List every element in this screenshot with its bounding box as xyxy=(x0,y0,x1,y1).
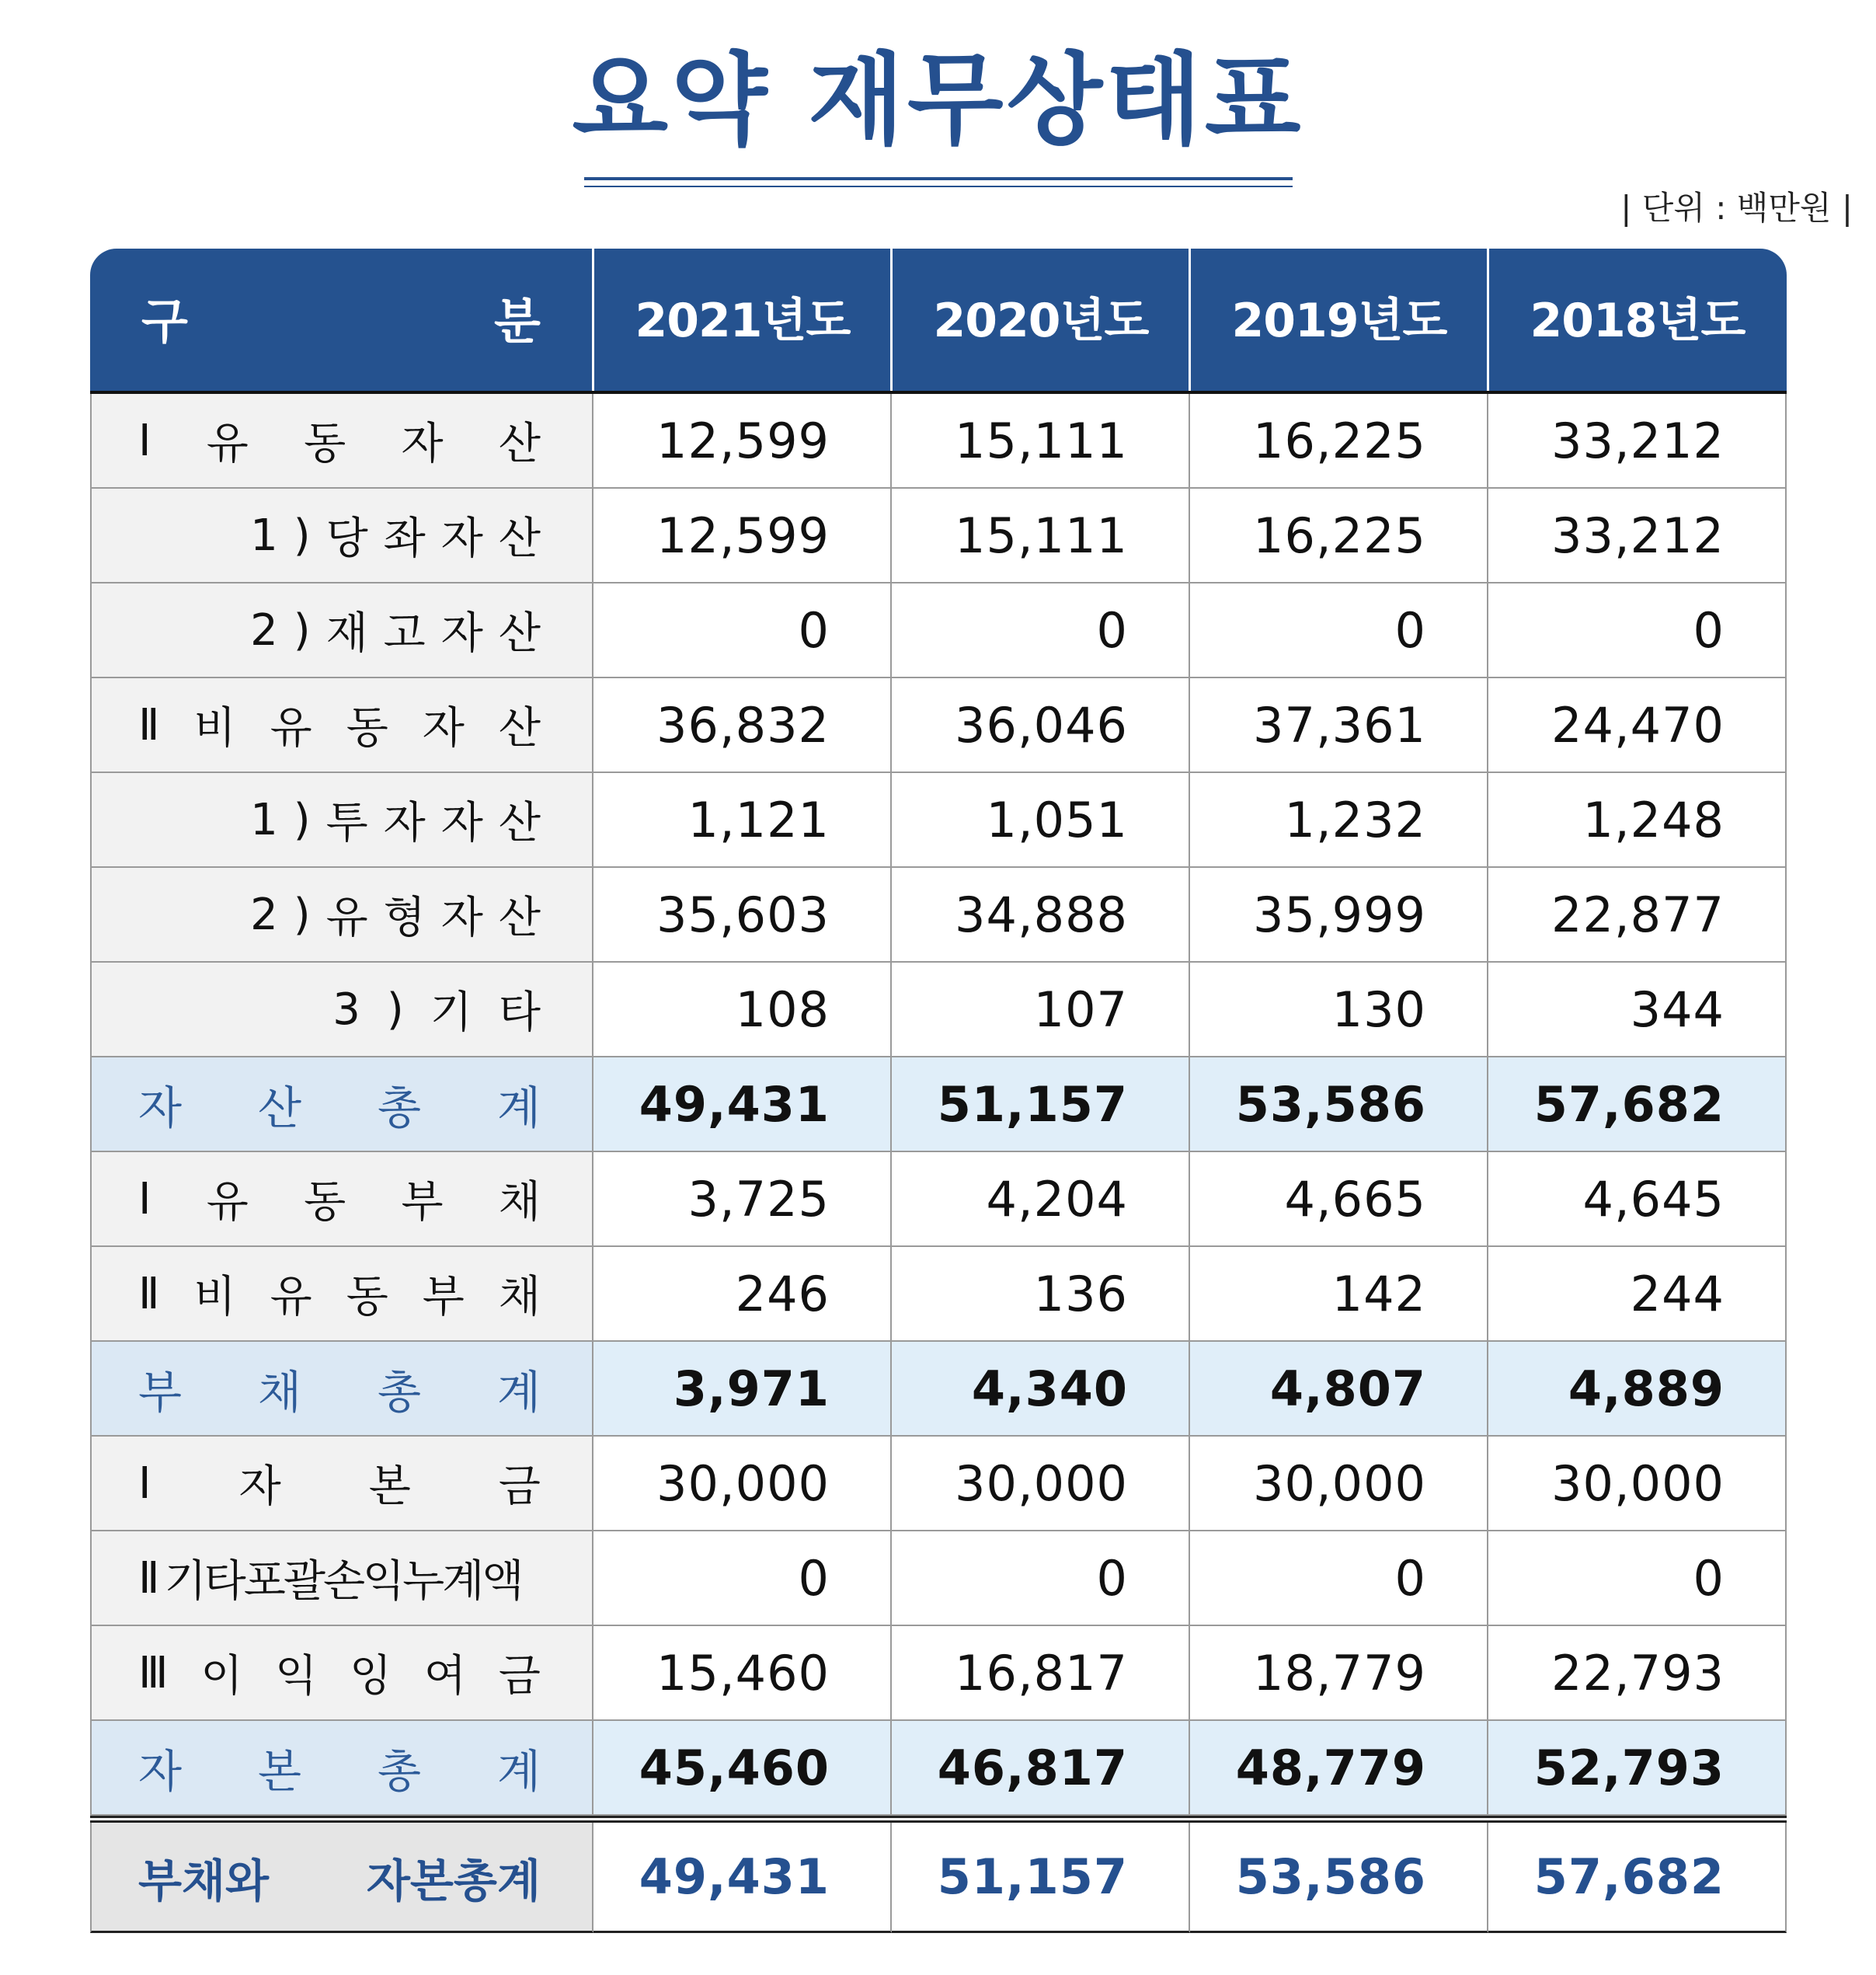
cell-value: 3,725 xyxy=(687,1170,830,1228)
row-label: Ⅰ 유 동 부 채 xyxy=(138,1173,541,1228)
row-label: Ⅲ 이 익 잉 여 금 xyxy=(138,1647,541,1702)
table-row xyxy=(90,1531,1787,1626)
cell-value: 4,889 xyxy=(1568,1360,1725,1417)
value-cell xyxy=(892,1531,1190,1626)
unit-note: | 단위 : 백만원 | xyxy=(1620,189,1853,227)
cell-value: 0 xyxy=(1096,1549,1128,1607)
row-label: 1 ) 투 자 자 산 xyxy=(250,794,541,848)
cell-value: 1,248 xyxy=(1582,791,1725,848)
cell-value: 36,832 xyxy=(656,696,830,754)
cell-value: 1,232 xyxy=(1284,791,1426,848)
value-cell xyxy=(892,583,1190,678)
value-cell xyxy=(1190,489,1488,583)
table-row xyxy=(90,1626,1787,1721)
cell-value: 16,817 xyxy=(955,1644,1128,1702)
cell-value: 35,999 xyxy=(1253,886,1426,943)
cell-value: 57,682 xyxy=(1533,1848,1725,1905)
cell-value: 0 xyxy=(1693,1549,1725,1607)
value-cell xyxy=(1190,678,1488,773)
cell-value: 0 xyxy=(798,1549,830,1607)
value-cell xyxy=(1190,1057,1488,1152)
row-label-cell xyxy=(90,963,593,1057)
header-year-2019: 2019년도 xyxy=(1231,294,1447,348)
row-label: 1 ) 당 좌 자 산 xyxy=(250,510,541,564)
row-label: 2 ) 재 고 자 산 xyxy=(250,604,541,659)
row-label-cell xyxy=(90,489,593,583)
cell-value: 36,046 xyxy=(955,696,1128,754)
value-cell xyxy=(1190,1823,1488,1933)
value-cell xyxy=(1488,394,1787,489)
cell-value: 30,000 xyxy=(1551,1454,1725,1512)
cell-value: 51,157 xyxy=(937,1848,1128,1905)
header-year-2018: 2018년도 xyxy=(1530,294,1745,348)
value-cell xyxy=(1190,1152,1488,1247)
cell-value: 33,212 xyxy=(1551,412,1725,469)
value-cell xyxy=(1190,773,1488,868)
cell-value: 48,779 xyxy=(1235,1739,1426,1796)
row-label-cell xyxy=(90,1152,593,1247)
header-year-2021: 2021년도 xyxy=(635,294,851,348)
value-cell xyxy=(1488,1247,1787,1342)
value-cell xyxy=(892,1437,1190,1531)
cell-value: 0 xyxy=(1096,601,1128,659)
cell-value: 30,000 xyxy=(1253,1454,1426,1512)
header-label-gu: 구 xyxy=(141,293,188,350)
cell-value: 53,586 xyxy=(1235,1075,1426,1133)
table-row xyxy=(90,773,1787,868)
cell-value: 51,157 xyxy=(937,1075,1128,1133)
row-label-cell xyxy=(90,1531,593,1626)
cell-value: 34,888 xyxy=(955,886,1128,943)
value-cell xyxy=(1190,963,1488,1057)
cell-value: 45,460 xyxy=(639,1739,830,1796)
header-label-bun: 분 xyxy=(494,293,541,350)
value-cell xyxy=(1190,1437,1488,1531)
row-label-cell xyxy=(90,868,593,963)
value-cell xyxy=(1488,1626,1787,1721)
value-cell xyxy=(1488,1057,1787,1152)
page-title: 요약 재무상태표 xyxy=(572,43,1304,158)
table-row xyxy=(90,1342,1787,1437)
cell-value: 3,971 xyxy=(673,1360,830,1417)
value-cell xyxy=(892,1342,1190,1437)
value-cell xyxy=(892,1626,1190,1721)
table-row xyxy=(90,583,1787,678)
cell-value: 52,793 xyxy=(1533,1739,1725,1796)
title-underline xyxy=(584,177,1293,187)
cell-value: 108 xyxy=(735,981,830,1038)
value-cell xyxy=(593,678,892,773)
row-label-cell xyxy=(90,678,593,773)
table-row xyxy=(90,1152,1787,1247)
cell-value: 142 xyxy=(1331,1265,1426,1322)
cell-value: 12,599 xyxy=(656,412,830,469)
value-cell xyxy=(892,394,1190,489)
value-cell xyxy=(593,489,892,583)
row-label: Ⅰ 자 본 금 xyxy=(138,1458,541,1512)
row-label: 자 본 총 계 xyxy=(138,1745,541,1798)
cell-value: 0 xyxy=(1394,601,1426,659)
value-cell xyxy=(892,868,1190,963)
value-cell xyxy=(892,489,1190,583)
value-cell xyxy=(1488,868,1787,963)
cell-value: 15,111 xyxy=(955,507,1128,564)
row-label: 3 ) 기 타 xyxy=(332,984,541,1038)
value-cell xyxy=(1488,773,1787,868)
row-label-cell xyxy=(90,773,593,868)
value-cell xyxy=(892,1721,1190,1816)
value-cell xyxy=(593,1057,892,1152)
value-cell xyxy=(593,583,892,678)
cell-value: 246 xyxy=(735,1265,830,1322)
value-cell xyxy=(1488,678,1787,773)
row-label: 자 산 총 계 xyxy=(138,1082,541,1134)
value-cell xyxy=(1488,1152,1787,1247)
value-cell xyxy=(593,1247,892,1342)
value-cell xyxy=(593,1437,892,1531)
table-row xyxy=(90,1437,1787,1531)
value-cell xyxy=(1488,1531,1787,1626)
value-cell xyxy=(593,1626,892,1721)
value-cell xyxy=(892,678,1190,773)
cell-value: 244 xyxy=(1630,1265,1725,1322)
value-cell xyxy=(1488,1823,1787,1933)
value-cell xyxy=(593,1721,892,1816)
cell-value: 22,877 xyxy=(1551,886,1725,943)
cell-value: 33,212 xyxy=(1551,507,1725,564)
row-label-cell xyxy=(90,1823,593,1933)
cell-value: 24,470 xyxy=(1551,696,1725,754)
value-cell xyxy=(1190,868,1488,963)
value-cell xyxy=(593,1531,892,1626)
cell-value: 4,340 xyxy=(971,1360,1128,1417)
row-label: 2 ) 유 형 자 산 xyxy=(250,889,541,943)
value-cell xyxy=(1190,1342,1488,1437)
row-label-cell xyxy=(90,1057,593,1152)
cell-value: 4,807 xyxy=(1269,1360,1426,1417)
cell-value: 46,817 xyxy=(937,1739,1128,1796)
value-cell xyxy=(1190,1626,1488,1721)
cell-value: 18,779 xyxy=(1253,1644,1426,1702)
cell-value: 4,204 xyxy=(986,1170,1128,1228)
value-cell xyxy=(1488,583,1787,678)
cell-value: 15,460 xyxy=(656,1644,830,1702)
cell-value: 35,603 xyxy=(656,886,830,943)
value-cell xyxy=(593,773,892,868)
cell-value: 1,051 xyxy=(986,791,1128,848)
cell-value: 4,645 xyxy=(1582,1170,1725,1228)
row-label-cell xyxy=(90,1247,593,1342)
value-cell xyxy=(593,963,892,1057)
cell-value: 49,431 xyxy=(639,1848,830,1905)
cell-value: 37,361 xyxy=(1253,696,1426,754)
row-label: 부 채 총 계 xyxy=(138,1366,541,1419)
cell-value: 1,121 xyxy=(687,791,830,848)
value-cell xyxy=(1488,489,1787,583)
cell-value: 57,682 xyxy=(1533,1075,1725,1133)
table-row xyxy=(90,1823,1787,1933)
value-cell xyxy=(1190,394,1488,489)
header-year-2020: 2020년도 xyxy=(933,294,1149,348)
balance-sheet-table xyxy=(90,249,1787,1946)
cell-value: 53,586 xyxy=(1235,1848,1426,1905)
value-cell xyxy=(892,1823,1190,1933)
value-cell xyxy=(593,1823,892,1933)
value-cell xyxy=(892,773,1190,868)
value-cell xyxy=(593,868,892,963)
double-rule xyxy=(90,1816,1787,1823)
cell-value: 30,000 xyxy=(656,1454,830,1512)
row-label-cell xyxy=(90,1626,593,1721)
value-cell xyxy=(892,1057,1190,1152)
row-label-cell xyxy=(90,1721,593,1816)
cell-value: 16,225 xyxy=(1253,507,1426,564)
cell-value: 344 xyxy=(1630,981,1725,1038)
value-cell xyxy=(1190,1721,1488,1816)
row-label: Ⅱ 비 유 동 부 채 xyxy=(138,1268,541,1322)
table-row xyxy=(90,868,1787,963)
cell-value: 4,665 xyxy=(1284,1170,1426,1228)
cell-value: 22,793 xyxy=(1551,1644,1725,1702)
table-row xyxy=(90,678,1787,773)
value-cell xyxy=(1488,1721,1787,1816)
value-cell xyxy=(1190,1247,1488,1342)
cell-value: 130 xyxy=(1331,981,1426,1038)
table-row xyxy=(90,1721,1787,1816)
value-cell xyxy=(1488,963,1787,1057)
value-cell xyxy=(1190,583,1488,678)
table-header xyxy=(90,249,1787,394)
table-row xyxy=(90,489,1787,583)
value-cell xyxy=(593,1342,892,1437)
cell-value: 12,599 xyxy=(656,507,830,564)
row-label-cell xyxy=(90,394,593,489)
value-cell xyxy=(1190,1531,1488,1626)
cell-value: 0 xyxy=(1693,601,1725,659)
row-label: 부채와 자본총계 xyxy=(138,1854,541,1907)
table-row xyxy=(90,963,1787,1057)
cell-value: 0 xyxy=(798,601,830,659)
row-label: Ⅱ 기타포괄손익누계액 xyxy=(138,1552,522,1607)
table-row xyxy=(90,394,1787,489)
cell-value: 30,000 xyxy=(955,1454,1128,1512)
cell-value: 136 xyxy=(1033,1265,1128,1322)
value-cell xyxy=(1488,1342,1787,1437)
table-row xyxy=(90,1057,1787,1152)
row-label-cell xyxy=(90,1437,593,1531)
value-cell xyxy=(593,394,892,489)
row-label: Ⅱ 비 유 동 자 산 xyxy=(138,699,541,754)
row-label-cell xyxy=(90,1342,593,1437)
table-row xyxy=(90,1247,1787,1342)
cell-value: 15,111 xyxy=(955,412,1128,469)
value-cell xyxy=(1488,1437,1787,1531)
cell-value: 16,225 xyxy=(1253,412,1426,469)
cell-value: 49,431 xyxy=(639,1075,830,1133)
row-label-cell xyxy=(90,583,593,678)
cell-value: 0 xyxy=(1394,1549,1426,1607)
value-cell xyxy=(593,1152,892,1247)
row-label: Ⅰ 유 동 자 산 xyxy=(138,415,541,469)
value-cell xyxy=(892,1152,1190,1247)
cell-value: 107 xyxy=(1033,981,1128,1038)
value-cell xyxy=(892,963,1190,1057)
value-cell xyxy=(892,1247,1190,1342)
